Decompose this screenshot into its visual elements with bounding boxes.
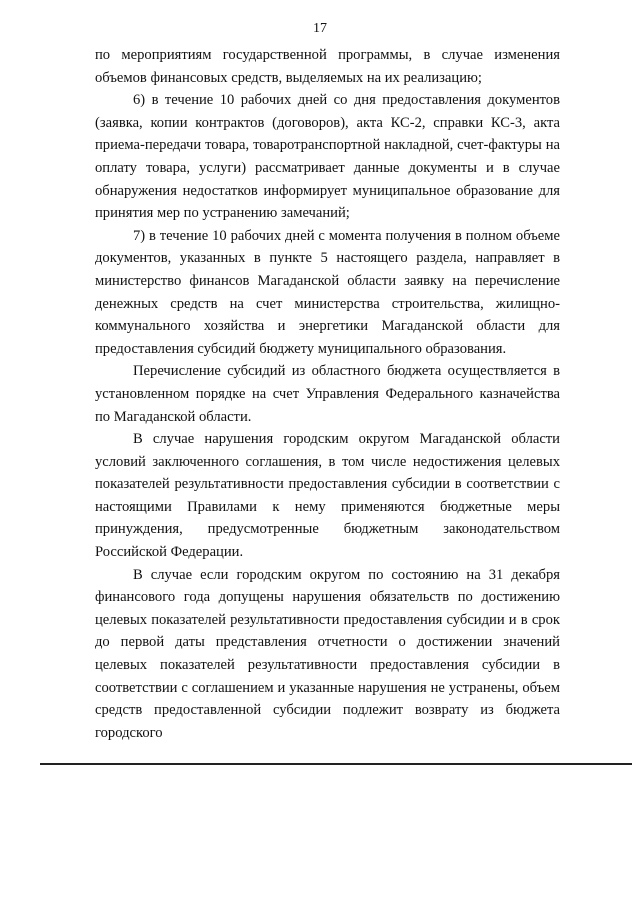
paragraph-item-7: 7) в течение 10 рабочих дней с момента получения в полном объеме документов, указанных в пункте 5 настоящего раздела, направляет в министерство финансов Магаданской области заявку на перечисление денежных средств на счет министерства строительства, жилищно-коммунального хозяйства и энергетики Магаданской области для предоставления субсидий бюджету муниципального образования. [95, 227, 560, 357]
paragraph-item-6: 6) в течение 10 рабочих дней со дня предоставления документов (заявка, копии контрактов (договоров), акта КС-2, справки КС-3, акта приема-передачи товара, товаротранспортной накладной, счет-фактуры на оплату товара, услуги) рассматривает данные документы и в случае обнаружения недостатков информирует муниципальное образование для принятия мер по устранению замечаний; [95, 92, 560, 222]
page-bottom-rule [40, 763, 632, 765]
paragraph-transfer: Перечисление субсидий из областного бюджета осуществляется в установленном порядке на счет Управления Федерального казначейства по Магаданской области. [95, 363, 560, 425]
page-number: 17 [313, 21, 327, 36]
body-text [95, 44, 560, 744]
paragraph-continuation: по мероприятиям государственной программы, в случае изменения объемов финансовых средств, выделяемых на их реализацию; [95, 47, 560, 86]
paragraph-violation: В случае нарушения городским округом Магаданской области условий заключенного соглашения, в том числе недостижения целевых показателей результативности предоставления субсидии в соответствии с настоящими Правилами к нему применяются бюджетные меры принуждения, предусмотренные бюджетным законодательством Российской Федерации. [95, 431, 560, 561]
paragraph-refund: В случае если городским округом по состоянию на 31 декабря финансового года допущены нарушения обязательств по достижению целевых показателей результативности предоставления субсидии и в срок до первой даты представления отчетности о достижении значений целевых показателей результативности предоставления субсидии в соответствии с соглашением и указанные нарушения не устранены, объем средств предоставленной субсидии подлежит возврату из бюджета городского [95, 566, 560, 741]
